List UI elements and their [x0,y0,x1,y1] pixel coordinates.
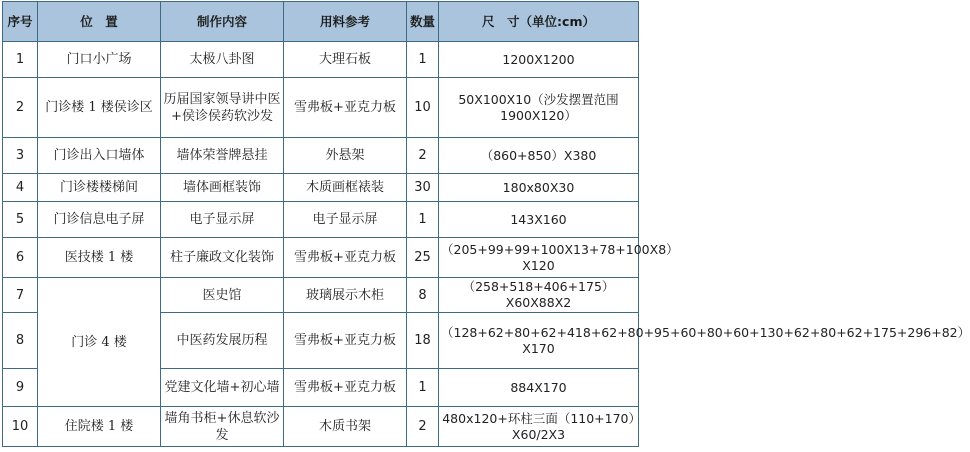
row-material: 大理石板 [284,42,407,78]
row-quantity: 18 [407,313,439,369]
row-material: 雪弗板+亚克力板 [284,78,407,138]
header-material: 用料参考 [284,2,407,42]
row-location: 门口小广场 [38,42,161,78]
row-content: 党建文化墙+初心墙 [161,369,284,407]
row-quantity: 2 [407,407,439,447]
row-material: 电子显示屏 [284,202,407,238]
row-index: 8 [3,313,38,369]
row-location: 住院楼 1 楼 [38,407,161,447]
row-size: 884X170 [439,369,639,407]
table-row [3,138,639,174]
page [2,1,970,447]
header-quantity: 数量 [407,2,439,42]
row-material: 雪弗板+亚克力板 [284,313,407,369]
row-material: 雪弗板+亚克力板 [284,369,407,407]
row-index: 4 [3,174,38,202]
row-quantity: 8 [407,278,439,313]
table-row [3,278,639,313]
row-content: 柱子廉政文化装饰 [161,238,284,278]
row-quantity: 10 [407,78,439,138]
row-index: 3 [3,138,38,174]
row-size: 180x80X30 [439,174,639,202]
row-content: 墙体荣誉牌悬挂 [161,138,284,174]
table-row [3,202,639,238]
row-size: （128+62+80+62+418+62+80+95+60+80+60+130+62+80+62+175+296+82）X170 [439,313,639,369]
header-row [3,2,639,42]
row-size: 480x120+环柱三面（110+170）X60/2X3 [439,407,639,447]
table-row [3,78,639,138]
row-content: 墙体画框装饰 [161,174,284,202]
row-index: 2 [3,78,38,138]
row-quantity: 25 [407,238,439,278]
row-location: 门诊信息电子屏 [38,202,161,238]
row-index: 9 [3,369,38,407]
row-material: 玻璃展示木柜 [284,278,407,313]
header-location: 位 置 [38,2,161,42]
row-quantity: 30 [407,174,439,202]
row-quantity: 2 [407,138,439,174]
header-content: 制作内容 [161,2,284,42]
row-content: 中医药发展历程 [161,313,284,369]
row-content: 医史馆 [161,278,284,313]
row-index: 1 [3,42,38,78]
row-location: 门诊出入口墙体 [38,138,161,174]
row-location: 门诊 4 楼 [38,278,161,407]
row-material: 外悬架 [284,138,407,174]
row-location: 门诊楼楼梯间 [38,174,161,202]
row-content: 电子显示屏 [161,202,284,238]
table-row [3,407,639,447]
row-index: 6 [3,238,38,278]
row-size: （860+850）X380 [439,138,639,174]
row-size: 50X100X10（沙发摆置范围 1900X120） [439,78,639,138]
row-index: 5 [3,202,38,238]
row-index: 7 [3,278,38,313]
row-content: 历届国家领导讲中医+侯诊侯药软沙发 [161,78,284,138]
row-index: 10 [3,407,38,447]
row-material: 木质书架 [284,407,407,447]
row-quantity: 1 [407,42,439,78]
row-quantity: 1 [407,369,439,407]
row-content: 太极八卦图 [161,42,284,78]
row-quantity: 1 [407,202,439,238]
row-size: （258+518+406+175）X60X88X2 [439,278,639,313]
row-material: 雪弗板+亚克力板 [284,238,407,278]
table-row [3,238,639,278]
header-index: 序号 [3,2,38,42]
header-size: 尺 寸（单位:cm） [439,2,639,42]
row-content: 墙角书柜+休息软沙发 [161,407,284,447]
specification-table [2,1,970,447]
row-size: 1200X1200 [439,42,639,78]
row-location: 门诊楼 1 楼侯诊区 [38,78,161,138]
table-row [3,174,639,202]
row-material: 木质画框裱装 [284,174,407,202]
table-row [3,42,639,78]
row-size: （205+99+99+100X13+78+100X8）X120 [439,238,639,278]
row-size: 143X160 [439,202,639,238]
row-location: 医技楼 1 楼 [38,238,161,278]
